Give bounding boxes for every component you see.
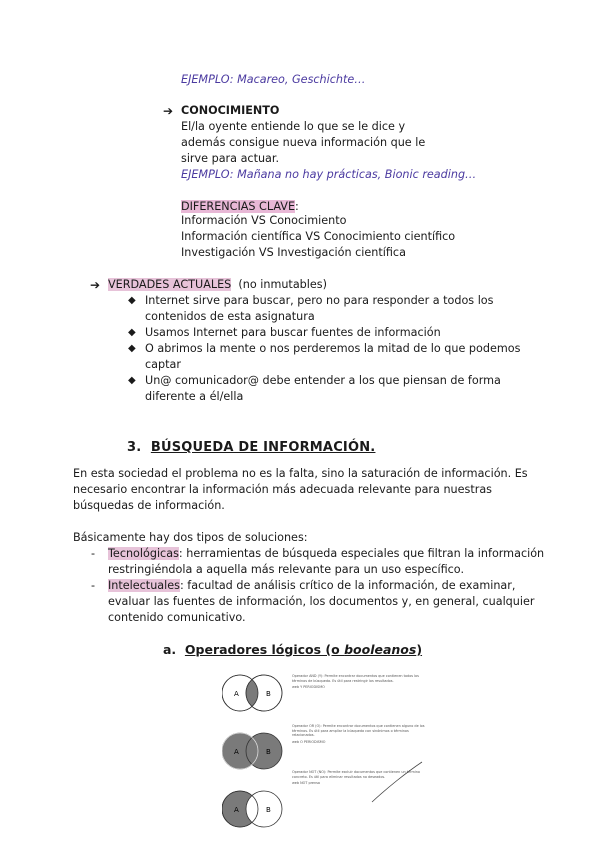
tecnologicas-line-1: : herramientas de búsqueda especiales que filtran la información	[178, 547, 545, 560]
section-3-heading	[127, 440, 375, 455]
conocimiento-line-2: además consigue nueva información que le	[181, 136, 426, 149]
arrow-icon: ➔	[90, 278, 101, 292]
venn-and-text: Operador AND (Y): Permite encontrar documentos que contienen todos los términos de búsqueda. Es útil para restringir los resultados. web Y PERIODISMO	[292, 674, 419, 689]
subsection-title-c: )	[416, 642, 423, 657]
verdades-heading	[108, 277, 327, 293]
conocimiento-title: CONOCIMIENTO	[181, 104, 280, 117]
venn-not-text: Operador NOT (NO): Permite excluir documentos que contienen un término concreto. Es útil para eliminar resultados no deseados. web NOT prensa	[292, 770, 420, 785]
intelectuales-line-1: : facultad de análisis crítico de la información, de examinar,	[179, 579, 516, 592]
example-macareo: EJEMPLO: Macareo, Geschichte…	[181, 73, 366, 86]
venn-circle-b	[246, 791, 282, 827]
para1-line-3: búsquedas de información.	[73, 499, 225, 512]
venn-label-b: B	[266, 690, 271, 698]
example-bionic: EJEMPLO: Mañana no hay prácticas, Bionic reading…	[181, 168, 477, 181]
verdades-bullet-3a: O abrimos la mente o nos perderemos la mitad de lo que podemos	[145, 342, 521, 355]
subsection-title-b: booleanos	[344, 642, 417, 657]
diferencias-colon: :	[295, 200, 299, 213]
venn-label-a: A	[234, 690, 239, 698]
intelectuales-label: Intelectuales	[108, 579, 180, 592]
solutions-intro: Básicamente hay dos tipos de soluciones:	[73, 531, 308, 544]
diferencias-item-1: Información VS Conocimiento	[181, 214, 347, 227]
venn-label-b: B	[266, 806, 271, 814]
venn-circle-b	[246, 733, 282, 769]
verdades-bullet-1a: Internet sirve para buscar, pero no para responder a todos los	[145, 294, 494, 307]
diamond-bullet-icon: ◆	[128, 295, 136, 306]
intelectuales-line-3: contenido comunicativo.	[108, 611, 246, 624]
subsection-title-a: Operadores lógicos (o	[184, 642, 345, 657]
diamond-bullet-icon: ◆	[128, 375, 136, 386]
verdades-bullet-4b: diferente a él/ella	[145, 390, 244, 403]
dash-bullet: -	[91, 547, 96, 560]
intelectuales-line-2: evaluar las fuentes de información, los documentos y, en general, cualquier	[108, 595, 535, 608]
diamond-bullet-icon: ◆	[128, 327, 136, 338]
venn-label-a: A	[234, 806, 239, 814]
dash-bullet: -	[91, 579, 96, 592]
venn-or	[222, 733, 282, 769]
venn-diagrams	[222, 670, 432, 846]
diamond-bullet-icon: ◆	[128, 343, 136, 354]
conocimiento-line-3: sirve para actuar.	[181, 152, 280, 165]
venn-and	[222, 675, 282, 711]
para1-line-1: En esta sociedad el problema no es la falta, sino la saturación de información. Es	[73, 467, 528, 480]
verdades-bullet-2: Usamos Internet para buscar fuentes de información	[145, 326, 441, 339]
section-3-title: BÚSQUEDA DE INFORMACIÓN.	[150, 440, 376, 455]
verdades-bullet-3b: captar	[145, 358, 181, 371]
boolean-operators-figure	[222, 670, 432, 846]
conocimiento-line-1: El/la oyente entiende lo que se le dice y	[181, 120, 406, 133]
verdades-bullet-1b: contenidos de esta asignatura	[145, 310, 315, 323]
subsection-title	[185, 642, 422, 657]
diferencias-item-2: Información científica VS Conocimiento científico	[181, 230, 456, 243]
venn-label-b: B	[266, 748, 271, 756]
diferencias-item-3: Investigación VS Investigación científica	[181, 246, 406, 259]
solution-tecnologicas	[108, 546, 544, 562]
venn-label-a: A	[234, 748, 239, 756]
verdades-bullet-4a: Un@ comunicador@ debe entender a los que piensan de forma	[145, 374, 501, 387]
para1-line-2: necesario encontrar la información más adecuada relevante para nuestras	[73, 483, 493, 496]
diferencias-title: DIFERENCIAS CLAVE	[181, 200, 296, 213]
arrow-icon: ➔	[163, 104, 174, 118]
section-3-number: 3.	[127, 440, 142, 455]
tecnologicas-label: Tecnológicas	[108, 547, 179, 560]
verdades-title: VERDADES ACTUALES	[108, 278, 232, 291]
verdades-note: (no inmutables)	[238, 278, 327, 291]
solution-intelectuales	[108, 578, 515, 594]
venn-or-text: Operador OR (O): Permite encontrar documentos que contienen alguno de los términos. Es útil para ampliar la búsqueda con sinónimos o términos relacionados. web O PERIODISMO	[292, 724, 425, 744]
venn-not	[222, 791, 282, 827]
subsection-letter: a.	[163, 642, 177, 657]
subsection-a-heading	[163, 642, 422, 657]
tecnologicas-line-2: restringiéndola a aquella más relevante para un uso específico.	[108, 563, 465, 576]
